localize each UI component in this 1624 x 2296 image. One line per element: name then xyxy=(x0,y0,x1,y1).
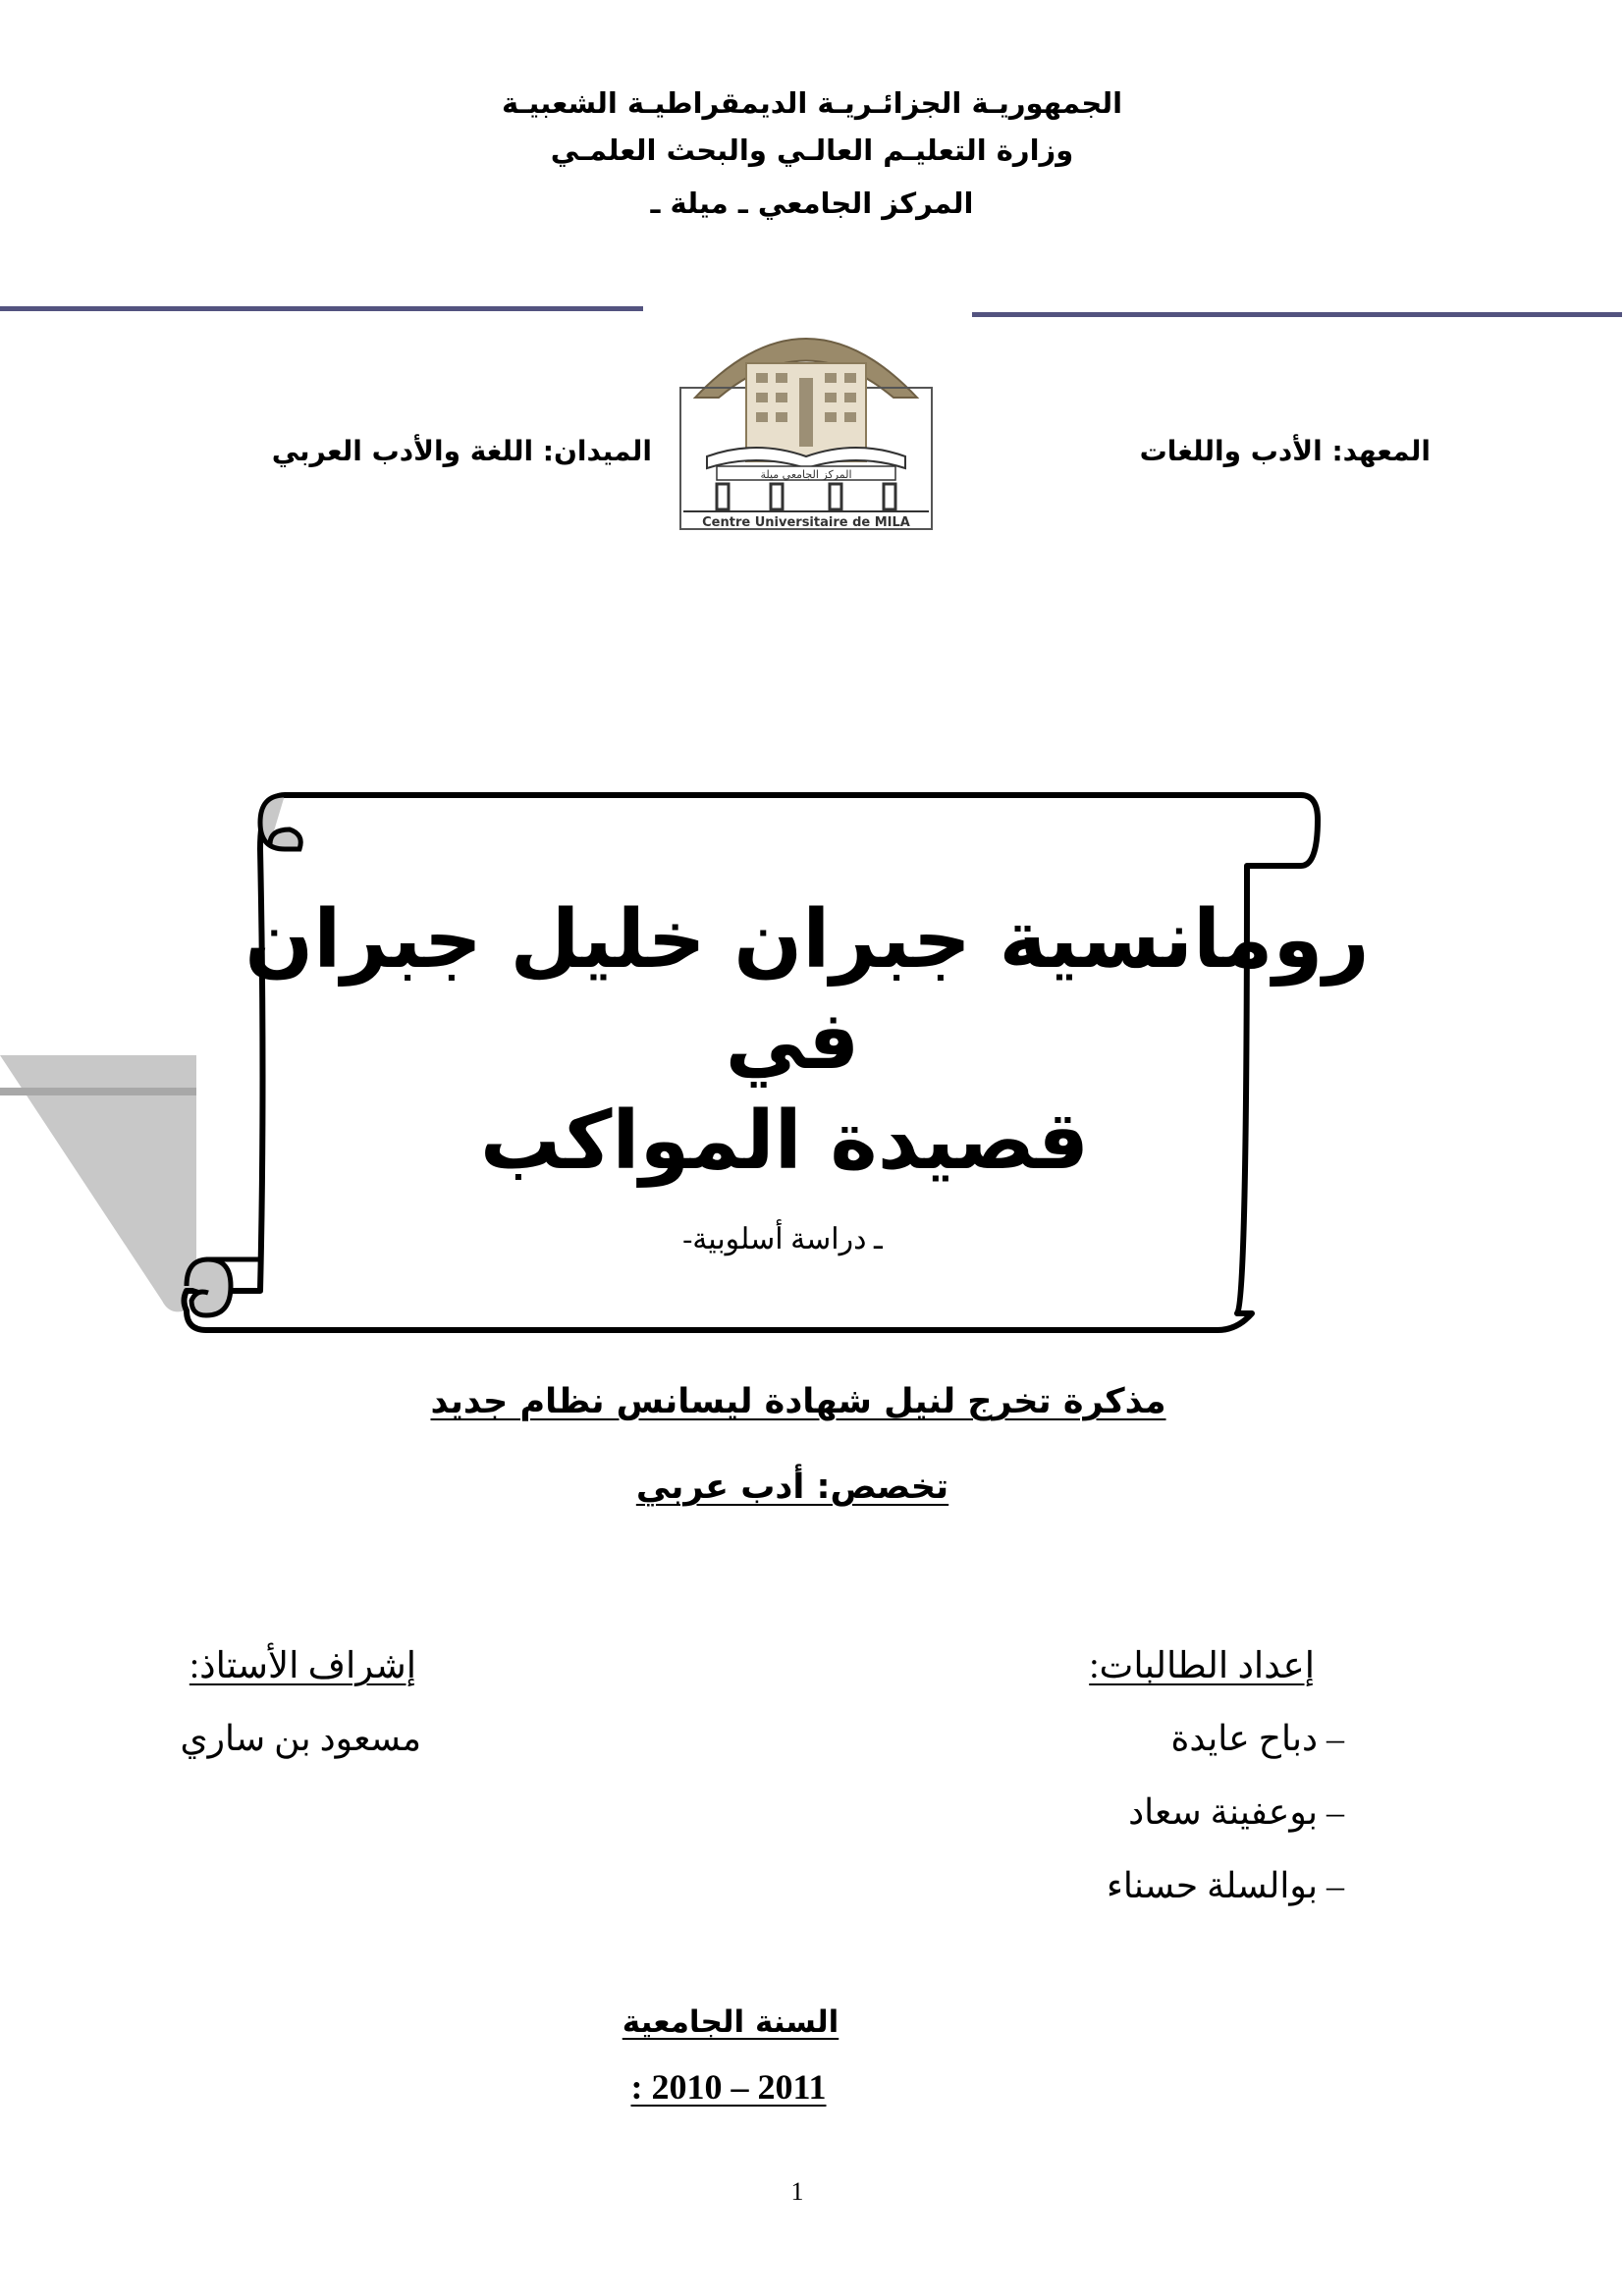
right-rule xyxy=(972,312,1622,317)
university-logo xyxy=(677,319,935,532)
left-rule xyxy=(0,306,643,311)
institute-field: المعهد: الأدب واللغات xyxy=(1139,435,1431,467)
academic-year-value: 2011 – 2010 : xyxy=(630,2067,827,2107)
memo-specialization: تخصص: أدب عربي xyxy=(635,1468,949,1507)
student-name-2: – بوعفينة سعاد xyxy=(1128,1792,1344,1832)
memo-degree: مذكرة تخرج لنيل شهادة ليسانس نظام جديد xyxy=(430,1382,1166,1421)
student-name-3: – بوالسلة حسناء xyxy=(1106,1866,1344,1905)
supervisor-label: إشراف الأستاذ: xyxy=(189,1646,416,1686)
title-line-2: في xyxy=(725,994,860,1088)
header-university-center: المركز الجامعي ـ ميلة ـ xyxy=(650,187,974,220)
title-subtitle: ـ دراسة أسلوبية- xyxy=(682,1223,883,1255)
students-label: إعداد الطالبات: xyxy=(1089,1646,1315,1686)
supervisor-name: مسعود بن ساري xyxy=(180,1719,421,1758)
title-line-1: رومانسية جبران خليل جبران xyxy=(244,893,1370,987)
student-name-1: – دباح عايدة xyxy=(1170,1719,1344,1758)
header-ministry: وزارة التعليـم العالـي والبحث العلمـي xyxy=(550,133,1074,167)
title-line-3: قصيدة المواكب xyxy=(479,1095,1090,1188)
logo-arabic-text: المركز الجامعي ميلة xyxy=(760,468,852,481)
logo-caption: Centre Universitaire de MILA xyxy=(702,515,910,530)
page-number: 1 xyxy=(790,2177,804,2206)
academic-year-label: السنة الجامعية xyxy=(622,2004,839,2040)
domain-field: الميدان: اللغة والأدب العربي xyxy=(271,435,652,467)
header-republic: الجمهوريـة الجزائـريـة الديمقراطيـة الشعبيـة xyxy=(501,86,1123,120)
